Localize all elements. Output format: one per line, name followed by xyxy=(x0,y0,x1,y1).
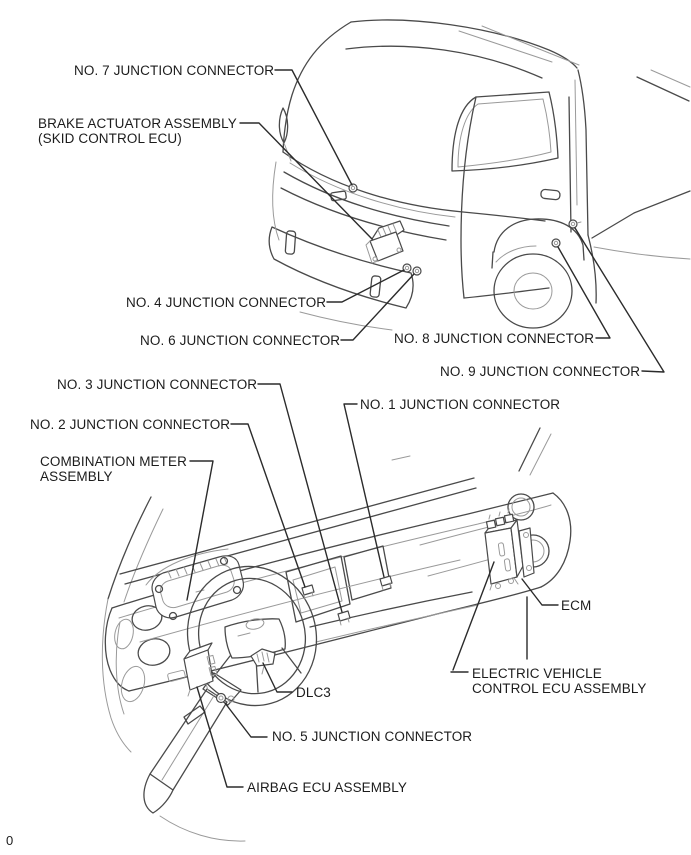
callout-electric-vehicle-control-ecu xyxy=(472,666,647,696)
callout-no6-junction-connector: NO. 6 JUNCTION CONNECTOR xyxy=(140,333,341,348)
combination-meter-label-line2: ASSEMBLY xyxy=(40,469,113,484)
no7-leader xyxy=(275,70,352,185)
door-handle xyxy=(541,189,561,200)
no8-connector-marker xyxy=(552,239,560,247)
callout-dlc3: DLC3 xyxy=(296,685,331,700)
callout-combination-meter-assembly xyxy=(40,454,187,484)
no9-connector-marker xyxy=(569,220,581,228)
callout-no7-junction-connector: NO. 7 JUNCTION CONNECTOR xyxy=(74,63,275,78)
brake-actuator-label-line2: (SKID CONTROL ECU) xyxy=(38,131,182,146)
door-window xyxy=(452,92,558,171)
brake-actuator-leader xyxy=(240,123,372,239)
left-lower-vent xyxy=(135,636,172,669)
no3-connector-marker xyxy=(338,611,350,625)
steering-column-drawing xyxy=(144,673,245,841)
truck-front-drawing xyxy=(269,20,690,330)
dlc3-marker xyxy=(251,649,275,674)
no7-connector-marker xyxy=(349,184,357,192)
ev-control-ecu-label-line2: CONTROL ECU ASSEMBLY xyxy=(472,681,647,696)
no5-connector-marker xyxy=(217,694,226,703)
ev-ecu-and-ecm-marker xyxy=(485,509,534,590)
callout-airbag-ecu-assembly: AIRBAG ECU ASSEMBLY xyxy=(247,780,407,795)
callout-ecm: ECM xyxy=(561,598,592,613)
no5-leader xyxy=(225,703,267,737)
callout-no3-junction-connector: NO. 3 JUNCTION CONNECTOR xyxy=(57,377,258,392)
callout-no9-junction-connector: NO. 9 JUNCTION CONNECTOR xyxy=(440,364,641,379)
callout-no4-junction-connector: NO. 4 JUNCTION CONNECTOR xyxy=(126,295,327,310)
front-wheel xyxy=(494,254,572,328)
brake-actuator-marker xyxy=(366,221,404,263)
brake-actuator-label-line1: BRAKE ACTUATOR ASSEMBLY xyxy=(38,116,237,131)
no4-no6-connector-markers xyxy=(403,264,421,275)
callout-no1-junction-connector: NO. 1 JUNCTION CONNECTOR xyxy=(360,397,561,412)
ev-ecu-leader xyxy=(451,562,527,672)
combination-meter-label-line1: COMBINATION METER xyxy=(40,454,187,469)
callout-no5-junction-connector: NO. 5 JUNCTION CONNECTOR xyxy=(272,729,473,744)
callout-no2-junction-connector: NO. 2 JUNCTION CONNECTOR xyxy=(30,417,231,432)
page-footer-mark: 0 xyxy=(6,833,14,848)
callout-no8-junction-connector: NO. 8 JUNCTION CONNECTOR xyxy=(394,331,595,346)
callout-brake-actuator-assembly xyxy=(38,116,237,146)
ev-control-ecu-label-line1: ELECTRIC VEHICLE xyxy=(472,666,602,681)
